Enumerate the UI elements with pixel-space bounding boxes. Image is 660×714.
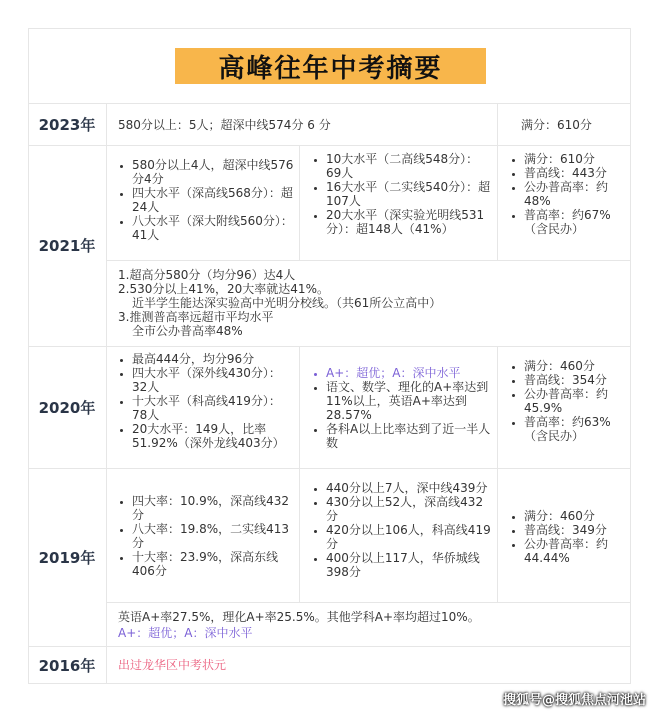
list-item: • 满分：460分 — [524, 509, 630, 523]
year-label-2023: 2023年 — [38, 116, 96, 134]
column-divider — [299, 346, 300, 602]
list-item: • 满分：610分 — [524, 152, 630, 166]
list-item-legend: • A+：超优；A：深中水平 — [326, 366, 492, 380]
list-item: • 普高线：443分 — [524, 166, 630, 180]
row-2023-full-score: 满分：610分 — [521, 118, 592, 132]
note-line: 3.推测普高率远超市平均水平 — [118, 310, 274, 324]
row-2019-legend: A+：超优；A：深中水平 — [118, 626, 253, 640]
row-2020-col3 — [508, 359, 630, 443]
list-item: • 四大率：10.9%，深高线432分 — [132, 494, 296, 522]
list-item: • 20大水平：149人，比率51.92%（深外龙线403分） — [132, 422, 296, 450]
page-title: 高峰往年中考摘要 — [175, 48, 486, 84]
list-item: • 满分：460分 — [524, 359, 630, 373]
list-item: • 普高线：349分 — [524, 523, 630, 537]
list-item: • 最高444分，均分96分 — [132, 352, 296, 366]
column-divider — [497, 346, 498, 602]
list-item: • 普高线：354分 — [524, 373, 630, 387]
list-item: • 普高率：约63%（含民办） — [524, 415, 630, 443]
list-item: • 公办普高率：约45.9% — [524, 387, 630, 415]
row-2020-col1 — [116, 352, 296, 450]
row-2016-text: 出过龙华区中考状元 — [118, 658, 227, 672]
list-item: • 四大水平（深高线568分）：超24人 — [132, 186, 296, 214]
row-divider — [28, 346, 631, 347]
row-2021-col2 — [310, 152, 492, 236]
list-item: • 十大率：23.9%，深高东线406分 — [132, 550, 296, 578]
row-2019-note: 英语A+率27.5%，理化A+率25.5%。其他学科A+率均超过10%。 — [118, 610, 480, 624]
list-item: • 16大水平（二实线540分）：超107人 — [326, 180, 492, 208]
list-item: • 十大水平（科高线419分）：78人 — [132, 394, 296, 422]
year-label-2016: 2016年 — [38, 656, 96, 675]
row-divider — [28, 468, 631, 469]
row-2021-notes — [118, 268, 623, 338]
column-divider — [497, 104, 498, 145]
column-divider — [497, 145, 498, 260]
row-divider — [106, 602, 631, 603]
note-line: 2.530分以上41%，20大率就达41%。 — [118, 282, 329, 296]
list-item: • 580分以上4人，超深中线576分4分 — [132, 158, 296, 186]
note-line: 近半学生能达深实验高中光明分校线。（共61所公立高中） — [132, 296, 442, 310]
row-2021-col3 — [508, 152, 630, 236]
row-divider — [28, 145, 631, 146]
year-label-2021: 2021年 — [38, 237, 96, 255]
year-label-2020: 2020年 — [38, 398, 96, 417]
list-item: • 440分以上7人，深中线439分 — [326, 481, 492, 495]
row-2020-col2 — [310, 366, 492, 450]
row-2019-col3 — [508, 509, 630, 565]
note-line: 全市公办普高率48% — [132, 324, 243, 338]
row-divider — [106, 260, 631, 261]
list-item: • 公办普高率：约48% — [524, 180, 630, 208]
row-divider — [28, 646, 631, 647]
list-item: • 430分以上52人，深高线432分 — [326, 495, 492, 523]
list-item: • 普高率：约67%（含民办） — [524, 208, 630, 236]
note-line: 1.超高分580分（均分96）达4人 — [118, 268, 296, 282]
list-item: • 四大水平（深外线430分）：32人 — [132, 366, 296, 394]
watermark: 搜狐号@搜狐焦点河池站 — [502, 693, 646, 708]
row-2019-col2 — [310, 481, 492, 579]
list-item: • 语文、数学、理化的A+率达到11%以上，英语A+率达到28.57% — [326, 380, 492, 422]
row-2023-main: 580分以上：5人；超深中线574分 6 分 — [118, 118, 331, 132]
list-item: • 400分以上117人，华侨城线398分 — [326, 551, 492, 579]
list-item: • 10大水平（二高线548分）：69人 — [326, 152, 492, 180]
column-divider — [299, 145, 300, 260]
list-item: • 八大率：19.8%，二实线413分 — [132, 522, 296, 550]
list-item: • 各科A以上比率达到了近一半人数 — [326, 422, 492, 450]
year-label-2019: 2019年 — [38, 548, 96, 567]
row-2019-col1 — [116, 494, 296, 578]
list-item: • 20大水平（深实验光明线531分）：超148人（41%） — [326, 208, 492, 236]
list-item: • 公办普高率：约44.44% — [524, 537, 630, 565]
list-item: • 八大水平（深大附线560分）：41人 — [132, 214, 296, 242]
year-column-divider — [106, 104, 107, 684]
list-item: • 420分以上106人，科高线419分 — [326, 523, 492, 551]
row-2021-col1 — [116, 158, 296, 242]
